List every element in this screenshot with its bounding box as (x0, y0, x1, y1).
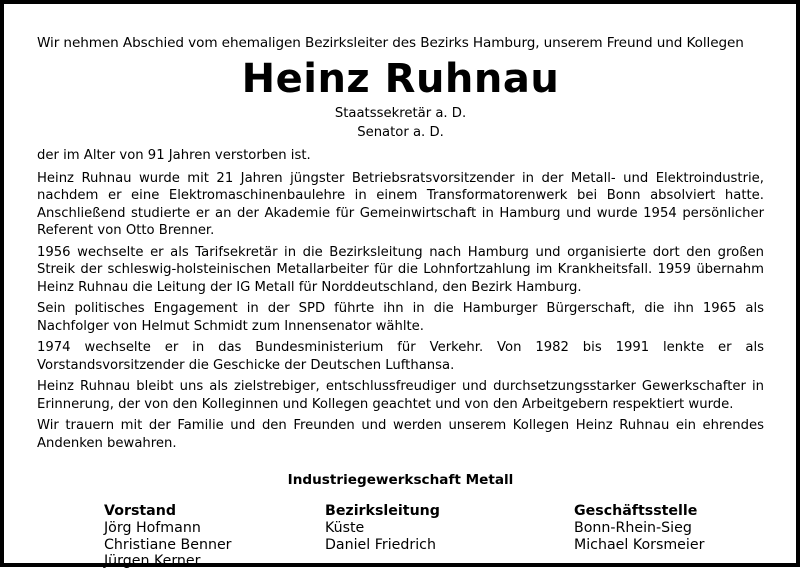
signature-name: Michael Korsmeier (574, 536, 705, 553)
signature-heading: Bezirksleitung (325, 503, 440, 519)
signature-heading: Geschäftsstelle (574, 503, 698, 519)
signature-name: Jürgen Kerner (104, 553, 201, 569)
paragraph-mourning: Wir trauern mit der Familie und den Freunden und werden unserem Kollegen Heinz Ruhnau ein ehrendes Andenken bewahren. (37, 418, 764, 451)
honorary-titles (37, 104, 764, 142)
deceased-name: Heinz Ruhnau (241, 56, 560, 102)
signature-name: Daniel Friedrich (325, 536, 436, 553)
signature-column-bezirksleitung (325, 503, 440, 553)
signature-column-vorstand (104, 503, 232, 570)
signature-name: Küste (325, 520, 365, 536)
paragraph-remembrance: Heinz Ruhnau bleibt uns als zielstrebiger, entschlussfreudiger und durchsetzungsstarker Gewerkschafter in Erinnerung, der von den Kolleginnen und Kollegen geachtet und von den Arbeitgebern respektiert wurde. (37, 379, 764, 412)
paragraph-lufthansa: 1974 wechselte er in das Bundesministerium für Verkehr. Von 1982 bis 1991 lenkte er als Vorstandsvorsitzender die Geschicke der Deutschen Lufthansa. (37, 340, 764, 373)
signature-name: Christiane Benner (104, 536, 232, 553)
paragraph-age: der im Alter von 91 Jahren verstorben ist. (37, 148, 311, 163)
paragraph-politics: Sein politisches Engagement in der SPD führte ihn in die Hamburger Bürgerschaft, die ihn 1965 als Nachfolger von Helmut Schmidt zum Innensenator wählte. (37, 301, 764, 334)
signature-heading: Vorstand (104, 503, 177, 519)
title-senator: Senator a. D. (357, 125, 444, 140)
title-state-secretary: Staatssekretär a. D. (334, 106, 467, 121)
signature-name: Bonn-Rhein-Sieg (574, 520, 692, 536)
intro-line: Wir nehmen Abschied vom ehemaligen Bezirksleiter des Bezirks Hamburg, unserem Freund und Kollegen (37, 35, 744, 51)
signature-columns (37, 503, 764, 573)
signature-column-geschaeftsstelle (574, 503, 704, 553)
signature-name: Jörg Hofmann (104, 520, 201, 536)
paragraph-hamburg: 1956 wechselte er als Tarifsekretär in die Bezirksleitung nach Hamburg und organisierte dort den großen Streik der schleswig-holsteinischen Metallarbeiter für die Lohnfortzahlung im Krankheitsfall. 1959 übernahm Heinz Ruhnau die Leitung der IG Metall für Norddeutschland, den Bezirk Hamburg. (37, 244, 764, 295)
organization-name: Industriegewerkschaft Metall (287, 472, 514, 488)
paragraph-early-career: Heinz Ruhnau wurde mit 21 Jahren jüngster Betriebsratsvorsitzender in der Metall- und Elektroindustrie, nachdem er eine Elektromaschinenbaulehre in einem Transformatorenwerk bei Bonn absolviert hatte. Anschließend studierte er an der Akademie für Gemeinwirtschaft in Hamburg und wurde 1954 persönlicher Referent von Otto Brenner. (37, 170, 764, 238)
